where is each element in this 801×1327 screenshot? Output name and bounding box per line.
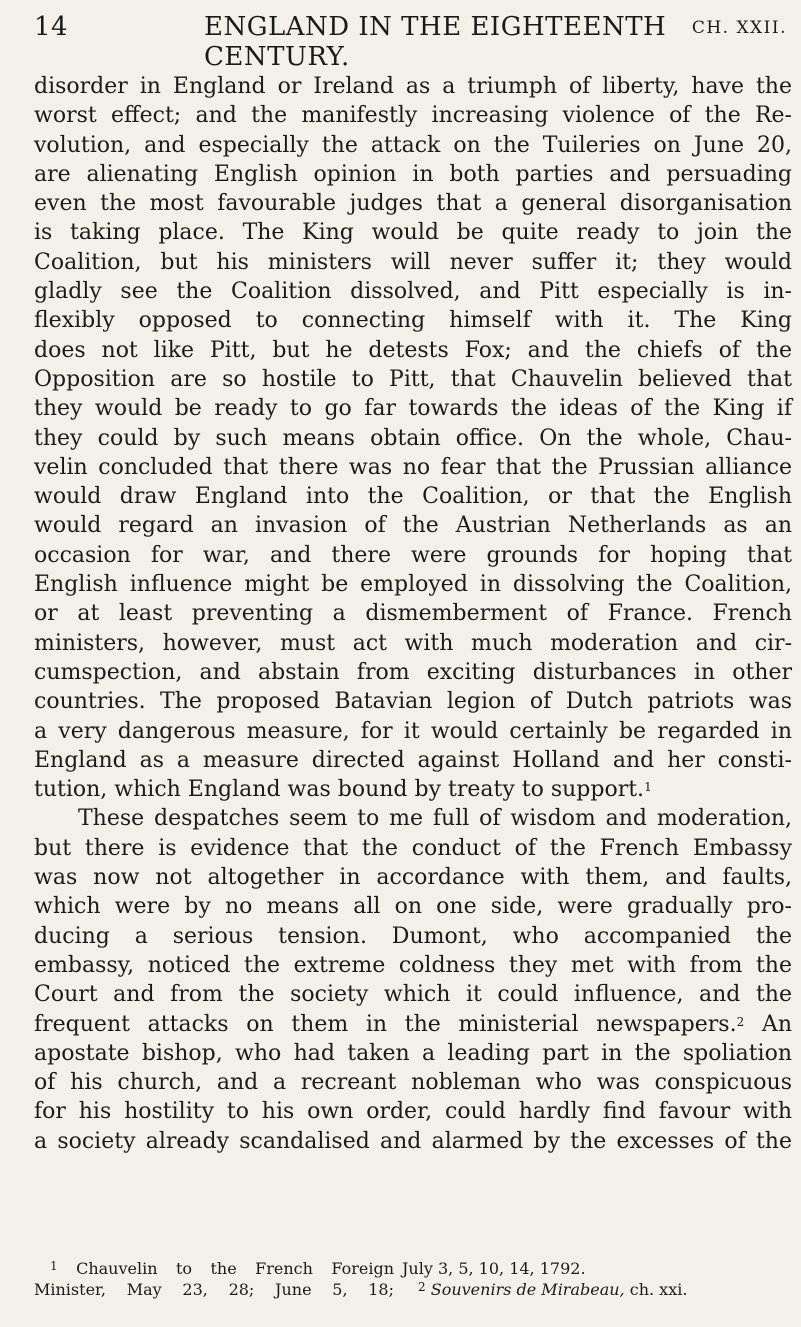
text-line: England as a measure directed against Holland and her consti- — [34, 747, 792, 773]
text-line: countries. The proposed Batavian legion of Dutch patriots was — [34, 689, 792, 715]
footnote-2-rest: ch. xxi. — [624, 1280, 688, 1299]
text-line: disorder in England or Ireland as a triumph of liberty, have the — [34, 74, 792, 99]
footnote-2 — [402, 1279, 792, 1300]
text-line: ministers, however, must act with much moderation and cir- — [34, 630, 792, 656]
text-line: would regard an invasion of the Austrian Netherlands as an — [34, 513, 792, 539]
footnote-1-mark: 1 — [50, 1259, 58, 1273]
text-line: embassy, noticed the extreme coldness they met with from the — [34, 952, 792, 978]
text-line: gladly see the Coalition dissolved, and Pitt especially is in- — [34, 279, 792, 305]
text-line: ducing a serious tension. Dumont, who accompanied the — [34, 923, 792, 949]
chapter-label: CH. XXII. — [691, 18, 787, 38]
footnote-1 — [34, 1258, 394, 1300]
text-line: for his hostility to his own order, could hardly find favour with — [34, 1099, 792, 1125]
text-line: or at least preventing a dismemberment of France. French — [34, 601, 792, 627]
text-line: is taking place. The King would be quite ready to join the — [34, 220, 792, 246]
paragraph-start-line: These despatches seem to me full of wisdom and moderation, — [78, 806, 792, 832]
text-line: English influence might be employed in dissolving the Coalition, — [34, 572, 792, 598]
body-text — [34, 72, 792, 1156]
text-line-content: tution, which England was bound by treaty to support. — [34, 777, 645, 803]
text-line: worst effect; and the manifestly increasing violence of the Re- — [34, 103, 792, 129]
text-line: volution, and especially the attack on the Tuileries on June 20, — [34, 132, 792, 158]
text-line: they would be ready to go far towards the ideas of the King if — [34, 396, 792, 422]
text-line: of his church, and a recreant nobleman who was conspicuous — [34, 1070, 792, 1096]
footnote-2-title: Souvenirs de Mirabeau, — [430, 1280, 625, 1299]
text-line-tail: An — [744, 1011, 792, 1037]
text-line — [34, 775, 792, 804]
footnote-ref-2: 2 — [736, 1014, 745, 1029]
footnote-ref-1: 1 — [644, 780, 652, 795]
text-line: does not like Pitt, but he detests Fox; and the chiefs of the — [34, 337, 792, 363]
text-line: occasion for war, and there were grounds for hoping that — [34, 542, 792, 568]
running-title: ENGLAND IN THE EIGHTEENTH CENTURY. — [204, 12, 667, 72]
footnote-2-mark: 2 — [418, 1280, 426, 1294]
text-line: Coalition, but his ministers will never suffer it; they would — [34, 249, 792, 275]
footnote-column-right — [402, 1258, 792, 1300]
text-line — [34, 1010, 792, 1039]
text-line: Opposition are so hostile to Pitt, that Chauvelin believed that — [34, 366, 792, 392]
footnote-1-line — [34, 1258, 394, 1279]
footnote-1-line-2: Minister, May 23, 28; June 5, 18; — [34, 1280, 394, 1299]
text-line: would draw England into the Coalition, or that the English — [34, 484, 792, 510]
text-line: velin concluded that there was no fear that the Prussian alliance — [34, 454, 792, 480]
text-line: which were by no means all on one side, were gradually pro- — [34, 894, 792, 920]
page-header — [34, 12, 793, 72]
text-line: was now not altogether in accordance with them, and faults, — [34, 865, 792, 891]
footnote-1-text: Chauvelin to the French Foreign — [76, 1259, 394, 1278]
text-line: Court and from the society which it could influence, and the — [34, 982, 792, 1008]
text-line: even the most favourable judges that a general disorganisation — [34, 191, 792, 217]
text-line: a very dangerous measure, for it would certainly be regarded in — [34, 718, 792, 744]
text-line-content: frequent attacks on them in the ministerial newspapers. — [34, 1011, 737, 1037]
text-line: flexibly opposed to connecting himself with it. The King — [34, 308, 792, 334]
text-line: a society already scandalised and alarmed by the excesses of the — [34, 1128, 792, 1154]
text-line: they could by such means obtain office. On the whole, Chau- — [34, 425, 792, 451]
text-line: cumspection, and abstain from exciting disturbances in other — [34, 659, 792, 685]
text-line: are alienating English opinion in both parties and persuading — [34, 161, 792, 187]
text-line: apostate bishop, who had taken a leading part in the spoliation — [34, 1040, 792, 1066]
text-line: but there is evidence that the conduct of the French Embassy — [34, 835, 792, 861]
footnote-1-continuation: July 3, 5, 10, 14, 1792. — [402, 1259, 586, 1278]
page-number: 14 — [34, 12, 69, 42]
